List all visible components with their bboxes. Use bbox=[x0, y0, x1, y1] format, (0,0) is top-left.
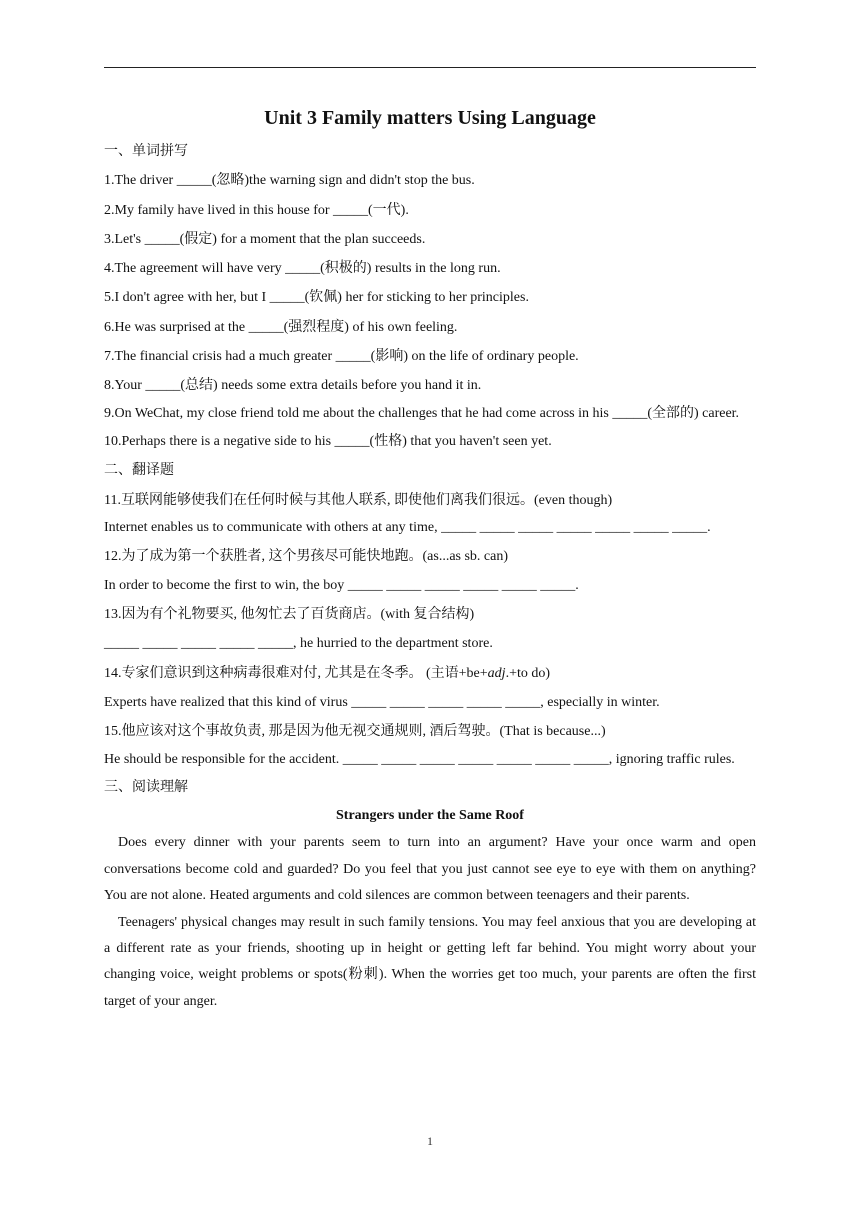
question-item: 8.Your _____(总结) needs some extra details before you hand it in. bbox=[104, 378, 482, 394]
header-rule bbox=[104, 67, 756, 68]
section-heading-spelling: 一、单词拼写 bbox=[104, 144, 188, 159]
article-paragraph: Does every dinner with your parents seem to turn into an argument? Have your once warm and open conversations become cold and guarded? Do you feel that you just cannot see eye to eye with them on anything? You are not alone. Heated arguments and cold silences are common between teenagers and their parents. bbox=[104, 835, 756, 904]
translation-prompt: 11.互联网能够使我们在任何时候与其他人联系, 即使他们离我们很远。(even though) bbox=[104, 492, 613, 508]
page-number: 1 bbox=[427, 1134, 433, 1148]
page-title: Unit 3 Family matters Using Language bbox=[264, 107, 596, 129]
question-item: 2.My family have lived in this house for _____(一代). bbox=[104, 202, 409, 218]
section-heading-translation: 二、翻译题 bbox=[104, 463, 174, 479]
translation-answer-line: Experts have realized that this kind of virus _____ _____ _____ _____ _____, especially in winter. bbox=[104, 695, 660, 711]
question-item: 5.I don't agree with her, but I _____(钦佩) her for sticking to her principles. bbox=[104, 290, 529, 306]
translation-prompt: 13.因为有个礼物要买, 他匆忙去了百货商店。(with 复合结构) bbox=[104, 607, 475, 623]
article-paragraph: Teenagers' physical changes may result in such family tensions. You may feel anxious that you are developing at a different rate as your friends, shooting up in height or getting left far behind. You might worry about your changing voice, weight problems or spots(粉刺). When the worries get too much, your parents are often the first target of your anger. bbox=[104, 914, 756, 1009]
translation-answer-line: He should be responsible for the accident. _____ _____ _____ _____ _____ _____ _____, ignoring traffic rules. bbox=[104, 751, 735, 767]
translation-answer-line: Internet enables us to communicate with others at any time, _____ _____ _____ _____ _____ _____ _____. bbox=[104, 520, 711, 536]
question-item: 10.Perhaps there is a negative side to his _____(性格) that you haven't seen yet. bbox=[104, 434, 552, 450]
translation-answer-line: In order to become the first to win, the boy _____ _____ _____ _____ _____ _____. bbox=[104, 577, 579, 593]
question-item: 1.The driver _____(忽略)the warning sign and didn't stop the bus. bbox=[104, 173, 475, 189]
prompt-text: 14.专家们意识到这种病毒很难对付, 尤其是在冬季。 (主语+be+ bbox=[104, 665, 488, 681]
article-title: Strangers under the Same Roof bbox=[336, 808, 524, 824]
question-item: 7.The financial crisis had a much greater _____(影响) on the life of ordinary people. bbox=[104, 349, 579, 365]
translation-prompt: 12.为了成为第一个获胜者, 这个男孩尽可能快地跑。(as...as sb. can) bbox=[104, 548, 509, 564]
question-item: 4.The agreement will have very _____(积极的) results in the long run. bbox=[104, 261, 501, 277]
translation-answer-line: _____ _____ _____ _____ _____, he hurried to the department store. bbox=[104, 636, 493, 652]
question-item: 6.He was surprised at the _____(强烈程度) of his own feeling. bbox=[104, 319, 458, 335]
question-item: 9.On WeChat, my close friend told me about the challenges that he had come across in his _____(全部的) career. bbox=[104, 405, 740, 421]
translation-prompt: 15.他应该对这个事故负责, 那是因为他无视交通规则, 酒后驾驶。(That is because...) bbox=[104, 724, 606, 740]
translation-prompt bbox=[104, 659, 756, 688]
prompt-italic: adj bbox=[487, 665, 506, 681]
question-item: 3.Let's _____(假定) for a moment that the plan succeeds. bbox=[104, 231, 426, 247]
prompt-text: .+to do) bbox=[505, 665, 551, 681]
section-heading-reading: 三、阅读理解 bbox=[104, 780, 188, 796]
content bbox=[104, 104, 756, 1015]
